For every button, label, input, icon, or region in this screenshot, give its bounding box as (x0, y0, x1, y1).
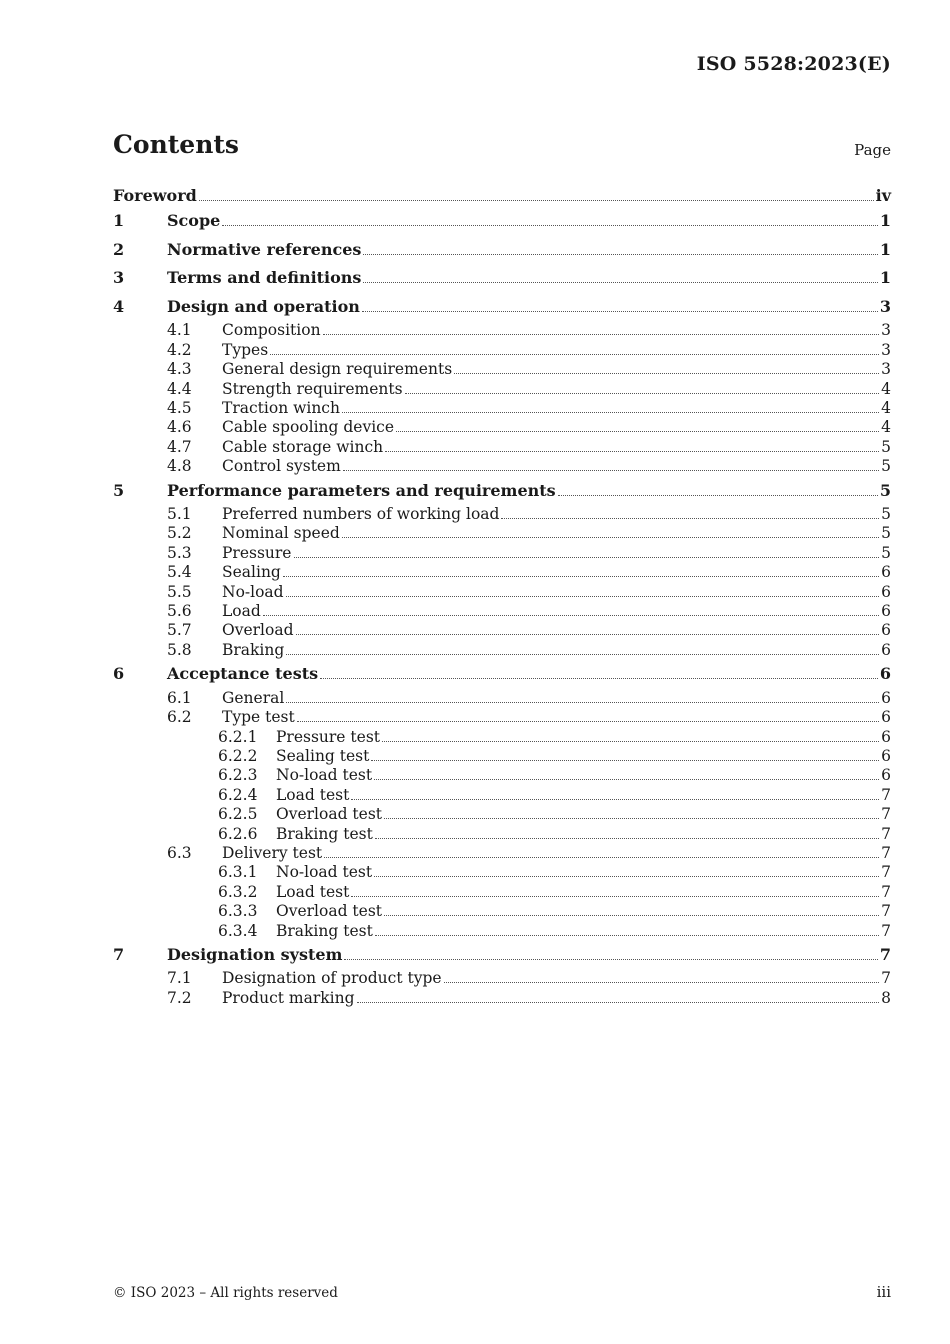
toc-entry-page[interactable]: 6 (881, 640, 891, 659)
toc-entry-page[interactable]: 6 (881, 746, 891, 765)
toc-entry-title[interactable]: No-load (222, 582, 284, 601)
toc-entry-number: 6.2.2 (218, 746, 258, 765)
dot-leader (371, 760, 879, 761)
toc-entry-number: 4.6 (167, 418, 192, 437)
toc-entry-number: 4.7 (167, 437, 192, 456)
toc-entry[interactable] (113, 399, 891, 418)
toc-entry-title[interactable]: Pressure test (276, 727, 380, 746)
toc-entry[interactable] (113, 922, 891, 941)
toc-entry[interactable] (113, 786, 891, 805)
toc-entry-title[interactable]: Cable spooling device (222, 418, 395, 437)
toc-entry-title[interactable]: Scope (167, 207, 222, 236)
toc-entry-title[interactable]: Braking test (276, 921, 373, 940)
toc-entry[interactable] (113, 969, 891, 988)
toc-entry-title[interactable]: No-load test (276, 766, 373, 785)
toc-entry-page[interactable]: 6 (879, 664, 891, 684)
toc-entry-number: 5.1 (167, 505, 192, 524)
dot-leader (343, 470, 879, 471)
toc-entry-page[interactable]: 6 (881, 602, 891, 621)
dot-leader (375, 935, 879, 936)
toc-entry-number: 4.2 (167, 340, 192, 359)
toc-entry-title[interactable]: Pressure (222, 543, 292, 562)
toc-entry-number: 7 (113, 944, 125, 964)
toc-entry-number: 4.5 (167, 398, 192, 417)
toc-entry-title[interactable]: Load test (276, 882, 350, 901)
toc-entry-title[interactable]: Control system (222, 457, 341, 476)
toc-entry-page[interactable]: 7 (881, 969, 891, 988)
toc-entry-number: 6.2.6 (218, 824, 258, 843)
toc-entry-title[interactable]: Cable storage winch (222, 437, 384, 456)
toc-entry-number: 6.2 (167, 708, 192, 727)
toc-entry-page[interactable]: 7 (881, 882, 891, 901)
toc-entry-page[interactable]: 5 (881, 437, 891, 456)
toc-entry-number: 6.2.3 (218, 766, 258, 785)
toc-entry-page[interactable]: 3 (879, 296, 891, 316)
toc-entry-title[interactable]: Designation of product type (222, 969, 442, 988)
dot-leader (283, 576, 879, 577)
dot-leader (374, 779, 879, 780)
page-title: Contents (113, 130, 240, 159)
toc-entry-page[interactable]: 1 (879, 239, 891, 259)
dot-leader (270, 354, 879, 355)
toc-entry-page[interactable]: 5 (881, 543, 891, 562)
dot-leader (199, 200, 874, 201)
toc-entry-title[interactable]: Preferred numbers of working load (222, 505, 500, 524)
dot-leader (323, 334, 879, 335)
dot-leader (382, 741, 879, 742)
toc-entry-number: 6.3.2 (218, 882, 258, 901)
dot-leader (396, 431, 879, 432)
toc-entry[interactable] (113, 360, 891, 379)
toc-entry-page[interactable]: 6 (881, 688, 891, 707)
toc-entry-page[interactable]: 6 (881, 621, 891, 640)
dot-leader (263, 615, 879, 616)
table-of-contents (113, 185, 891, 1008)
toc-entry[interactable] (113, 689, 891, 708)
toc-entry[interactable] (113, 844, 891, 863)
toc-entry-page[interactable]: 5 (881, 505, 891, 524)
dot-leader (342, 412, 879, 413)
toc-entry-page[interactable]: 8 (881, 988, 891, 1007)
toc-entry-number: 5 (113, 480, 125, 500)
toc-entry-page[interactable]: 4 (881, 418, 891, 437)
toc-entry-title[interactable]: Performance parameters and requirements (167, 477, 558, 506)
toc-entry-title[interactable]: Braking test (276, 824, 373, 843)
toc-entry-title[interactable]: Terms and definitions (167, 264, 363, 293)
toc-entry[interactable] (113, 747, 891, 766)
dot-leader (363, 254, 877, 255)
toc-entry-page[interactable]: 1 (879, 268, 891, 288)
toc-entry[interactable] (113, 236, 891, 265)
toc-entry-page[interactable]: 5 (881, 524, 891, 543)
toc-entry-title[interactable]: Sealing (222, 563, 281, 582)
toc-entry-title[interactable]: Composition (222, 321, 321, 340)
toc-entry[interactable] (113, 583, 891, 602)
toc-entry-number: 2 (113, 239, 125, 259)
dot-leader (294, 557, 880, 558)
toc-entry[interactable] (113, 505, 891, 524)
dot-leader (286, 596, 879, 597)
toc-entry-number: 3 (113, 268, 125, 288)
toc-entry[interactable] (113, 293, 891, 322)
dot-leader (363, 282, 877, 283)
toc-entry-title[interactable]: Traction winch (222, 398, 340, 417)
toc-entry-title[interactable]: Overload test (276, 805, 383, 824)
document-id: ISO 5528:2023(E) (696, 53, 891, 75)
toc-entry-number: 6.1 (167, 688, 192, 707)
toc-entry-title[interactable]: Designation system (167, 941, 344, 970)
toc-entry-page[interactable]: iv (875, 186, 891, 205)
dot-leader (384, 915, 879, 916)
toc-entry-title[interactable]: Nominal speed (222, 524, 340, 543)
page-column-label: Page (854, 141, 891, 159)
toc-entry-page[interactable]: 4 (881, 398, 891, 417)
toc-entry-title[interactable]: Strength requirements (222, 379, 403, 398)
dot-leader (375, 838, 879, 839)
toc-entry-title[interactable]: Types (222, 340, 269, 359)
toc-entry-number: 6.3 (167, 843, 192, 862)
toc-entry-number: 5.3 (167, 543, 192, 562)
toc-entry-page[interactable]: 7 (881, 785, 891, 804)
toc-entry[interactable] (113, 825, 891, 844)
toc-entry[interactable] (113, 438, 891, 457)
toc-entry-number: 6.2.5 (218, 805, 258, 824)
toc-entry[interactable] (113, 883, 891, 902)
dot-leader (374, 876, 879, 877)
toc-entry-title[interactable]: Sealing test (276, 746, 370, 765)
toc-entry-title[interactable]: Overload (222, 621, 294, 640)
toc-entry-number: 6.3.1 (218, 863, 258, 882)
toc-entry-page[interactable]: 3 (881, 360, 891, 379)
toc-entry[interactable] (113, 621, 891, 640)
toc-entry-title[interactable]: No-load test (276, 863, 373, 882)
toc-entry[interactable] (113, 544, 891, 563)
toc-entry[interactable] (113, 563, 891, 582)
toc-entry[interactable] (113, 863, 891, 882)
toc-entry-page[interactable]: 7 (881, 805, 891, 824)
toc-entry-page[interactable]: 6 (881, 708, 891, 727)
toc-entry-number: 1 (113, 211, 125, 230)
toc-entry-number: 5.6 (167, 602, 192, 621)
toc-entry-page[interactable]: 6 (881, 727, 891, 746)
dot-leader (384, 818, 879, 819)
dot-leader (320, 678, 878, 679)
toc-entry-title[interactable]: Braking (222, 640, 285, 659)
dot-leader (297, 721, 879, 722)
toc-entry-page[interactable]: 7 (881, 863, 891, 882)
toc-entry[interactable] (113, 708, 891, 727)
toc-entry[interactable] (113, 728, 891, 747)
toc-entry-number: 5.7 (167, 621, 192, 640)
toc-entry-number: 6.3.3 (218, 902, 258, 921)
toc-entry-number: 6.2.1 (218, 727, 258, 746)
dot-leader (342, 537, 879, 538)
dot-leader (286, 702, 879, 703)
toc-entry-number: 5.5 (167, 582, 192, 601)
toc-entry[interactable] (113, 477, 891, 506)
toc-entry[interactable] (113, 321, 891, 340)
footer-page-number: iii (876, 1283, 891, 1301)
toc-entry[interactable] (113, 989, 891, 1008)
toc-entry-page[interactable]: 6 (881, 582, 891, 601)
toc-entry-number: 7.1 (167, 969, 192, 988)
dot-leader (454, 373, 879, 374)
toc-entry-number: 5.2 (167, 524, 192, 543)
toc-entry[interactable] (113, 766, 891, 785)
toc-entry[interactable] (113, 602, 891, 621)
dot-leader (351, 896, 879, 897)
toc-entry[interactable] (113, 264, 891, 293)
toc-entry[interactable] (113, 524, 891, 543)
dot-leader (444, 982, 879, 983)
toc-entry-page[interactable]: 3 (881, 321, 891, 340)
dot-leader (501, 518, 879, 519)
toc-entry[interactable] (113, 641, 891, 660)
toc-entry-page[interactable]: 7 (879, 944, 891, 964)
dot-leader (362, 311, 878, 312)
toc-entry[interactable] (113, 185, 891, 207)
toc-entry-number: 7.2 (167, 988, 192, 1007)
toc-entry-title[interactable]: Load (222, 602, 261, 621)
toc-entry-page[interactable]: 7 (881, 902, 891, 921)
toc-entry-number: 4.8 (167, 457, 192, 476)
toc-entry[interactable] (113, 380, 891, 399)
toc-entry-title[interactable]: Overload test (276, 902, 383, 921)
toc-entry-number: 4.1 (167, 321, 192, 340)
toc-entry-page[interactable]: 6 (881, 563, 891, 582)
toc-entry-number: 6 (113, 664, 125, 684)
toc-entry-page[interactable]: 4 (881, 379, 891, 398)
toc-entry-number: 5.4 (167, 563, 192, 582)
dot-leader (351, 799, 879, 800)
toc-entry[interactable] (113, 341, 891, 360)
toc-entry-title[interactable]: Foreword (113, 186, 197, 205)
toc-entry[interactable] (113, 457, 891, 476)
toc-entry-number: 4 (113, 296, 125, 316)
toc-entry[interactable] (113, 902, 891, 921)
toc-entry[interactable] (113, 805, 891, 824)
toc-entry-title[interactable]: General (222, 688, 285, 707)
toc-entry[interactable] (113, 941, 891, 970)
toc-entry[interactable] (113, 660, 891, 689)
toc-entry-title[interactable]: Acceptance tests (167, 660, 320, 689)
toc-entry-title[interactable]: Design and operation (167, 293, 362, 322)
dot-leader (357, 1002, 879, 1003)
toc-entry-number: 6.2.4 (218, 785, 258, 804)
toc-entry-page[interactable]: 5 (881, 457, 891, 476)
toc-entry-page[interactable]: 7 (881, 824, 891, 843)
toc-entry-page[interactable]: 6 (881, 766, 891, 785)
toc-entry-title[interactable]: Product marking (222, 988, 355, 1007)
toc-entry-page[interactable]: 1 (879, 211, 891, 230)
toc-entry[interactable] (113, 418, 891, 437)
dot-leader (324, 857, 879, 858)
toc-entry-number: 4.3 (167, 360, 192, 379)
toc-entry[interactable] (113, 207, 891, 236)
dot-leader (405, 393, 879, 394)
toc-entry-title[interactable]: General design requirements (222, 360, 453, 379)
toc-entry-page[interactable]: 7 (881, 921, 891, 940)
toc-entry-title[interactable]: Normative references (167, 236, 363, 265)
toc-entry-page[interactable]: 5 (879, 480, 891, 500)
dot-leader (558, 495, 878, 496)
toc-entry-title[interactable]: Delivery test (222, 843, 323, 862)
toc-entry-title[interactable]: Type test (222, 708, 295, 727)
toc-entry-number: 6.3.4 (218, 921, 258, 940)
dot-leader (286, 654, 879, 655)
dot-leader (222, 225, 878, 226)
toc-entry-page[interactable]: 7 (881, 843, 891, 862)
toc-entry-number: 4.4 (167, 379, 192, 398)
toc-entry-page[interactable]: 3 (881, 340, 891, 359)
dot-leader (296, 634, 880, 635)
toc-entry-number: 5.8 (167, 640, 192, 659)
toc-entry-title[interactable]: Load test (276, 785, 350, 804)
footer-copyright: © ISO 2023 – All rights reserved (113, 1285, 338, 1301)
dot-leader (344, 959, 877, 960)
dot-leader (385, 451, 879, 452)
